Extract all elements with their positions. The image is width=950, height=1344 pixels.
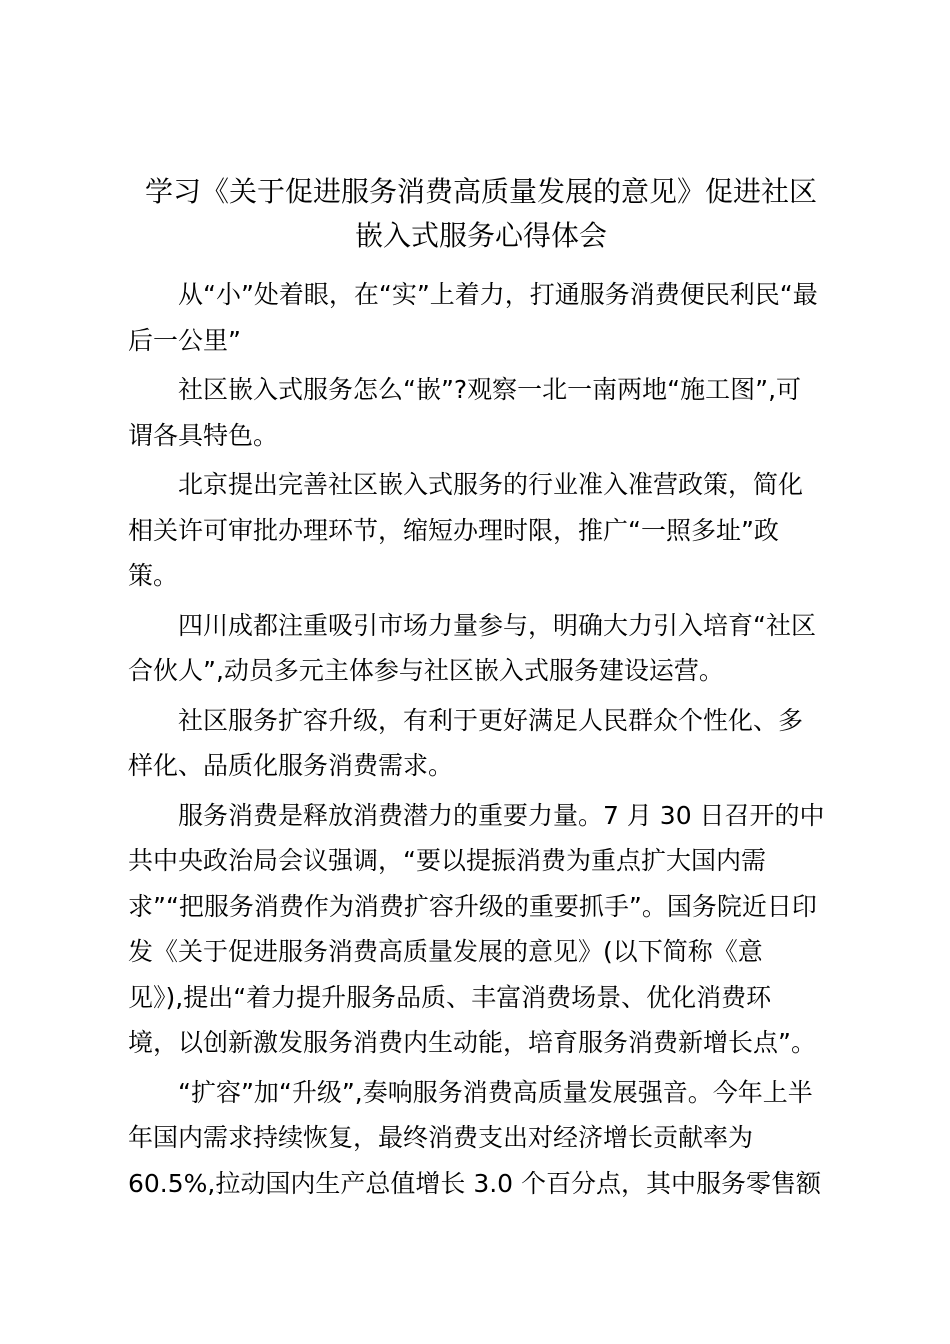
paragraph (128, 462, 834, 599)
paragraph-line: 谓各具特色。 (128, 420, 279, 450)
paragraph-line: 北京提出完善社区嵌入式服务的行业准入准营政策，简化 (178, 470, 804, 499)
document-page (128, 170, 834, 1206)
paragraph (128, 272, 834, 363)
paragraph-line: 服务消费是释放消费潜力的重要力量。7 月 30 日召开的中 (178, 800, 825, 830)
title-line: 嵌入式服务心得体会 (354, 219, 607, 252)
paragraph-line: 年国内需求持续恢复，最终消费支出对经济增长贡献率为 (128, 1123, 754, 1152)
paragraph-line: 样化、品质化服务消费需求。 (128, 751, 454, 780)
paragraph-line: 策。 (128, 561, 179, 590)
paragraph-line: 四川成都注重吸引市场力量参与，明确大力引入培育“社区 (178, 610, 816, 640)
paragraph-line: 社区服务扩容升级，有利于更好满足人民群众个性化、多 (178, 705, 804, 735)
paragraph-line: 社区嵌入式服务怎么“嵌”?观察一北一南两地“施工图”,可 (178, 375, 802, 404)
paragraph-line: 共中央政治局会议强调，“要以提振消费为重点扩大国内需 (128, 846, 766, 875)
document-title (128, 170, 834, 258)
paragraph-line: 从“小”处着眼，在“实”上着力，打通服务消费便民利民“最 (178, 280, 818, 309)
paragraph-line: 见》),提出“着力提升服务品质、丰富消费场景、优化消费环 (128, 982, 772, 1012)
paragraph (128, 698, 834, 789)
title-line: 学习《关于促进服务消费高质量发展的意见》促进社区 (144, 175, 817, 208)
paragraph (128, 1070, 834, 1207)
paragraph (128, 603, 834, 694)
paragraph-line: 境，以创新激发服务消费内生动能，培育服务消费新增长点”。 (128, 1028, 816, 1057)
paragraph (128, 367, 834, 458)
paragraph-line: 发《关于促进服务消费高质量发展的意见》(以下简称《意 (128, 937, 763, 966)
paragraph-line: 60.5%,拉动国内生产总值增长 3.0 个百分点，其中服务零售额 (128, 1168, 822, 1198)
paragraph-line: 相关许可审批办理环节，缩短办理时限，推广“一照多址”政 (128, 515, 779, 545)
paragraph-line: “扩容”加“升级”,奏响服务消费高质量发展强音。今年上半 (178, 1077, 813, 1107)
paragraph-line: 后一公里” (128, 325, 241, 355)
paragraph (128, 793, 834, 1066)
paragraph-line: 合伙人”,动员多元主体参与社区嵌入式服务建设运营。 (128, 656, 724, 685)
paragraph-line: 求”“把服务消费作为消费扩容升级的重要抓手”。国务院近日印 (128, 891, 817, 921)
